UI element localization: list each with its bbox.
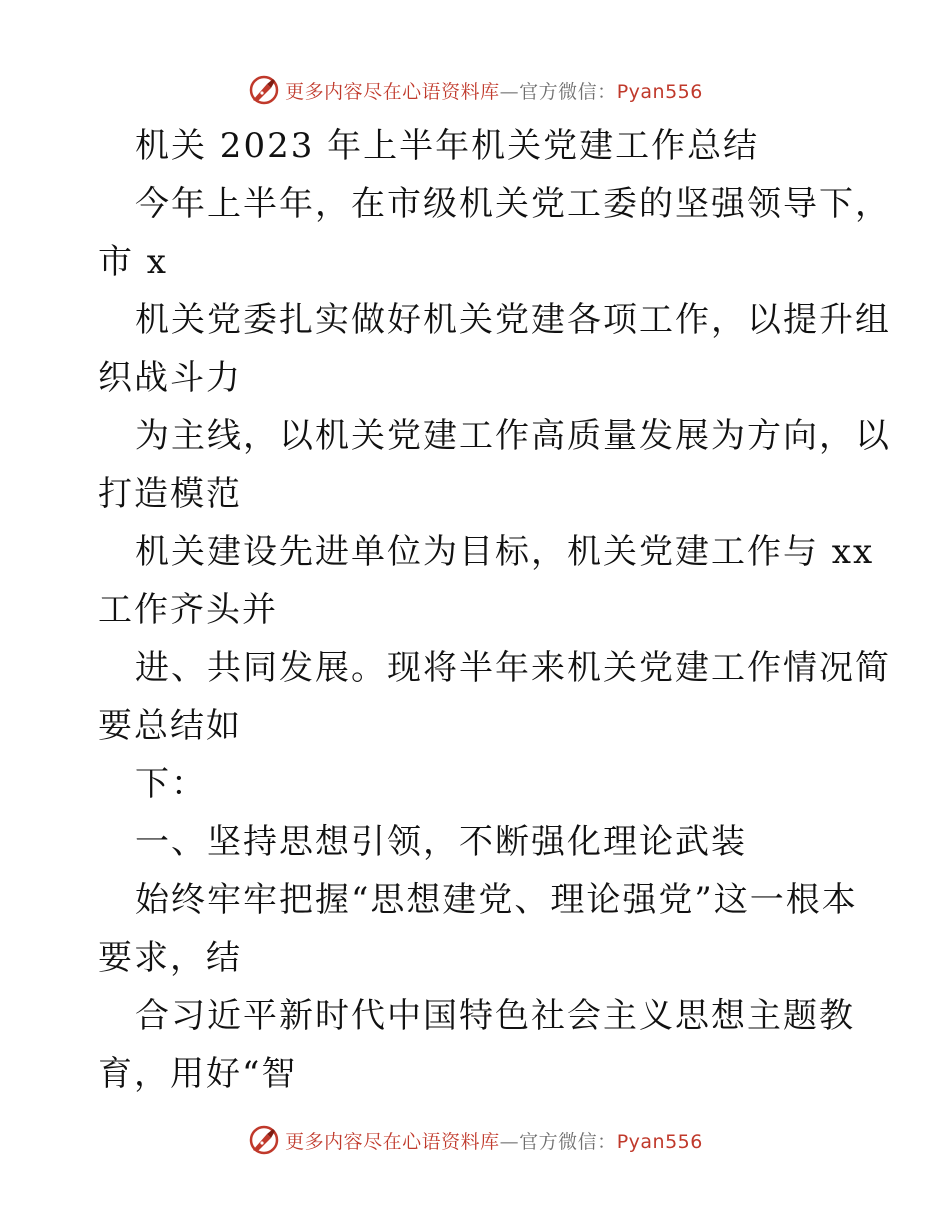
pen-logo-icon bbox=[247, 73, 281, 107]
paragraph-line: 育，用好“智 bbox=[98, 1054, 298, 1094]
paragraph-line: 机关党委扎实做好机关党建各项工作，以提升组 bbox=[135, 300, 891, 340]
watermark-text: 更多内容尽在心语资料库—官方微信：Pyan556 bbox=[285, 1130, 703, 1153]
paragraph-line: 始终牢牢把握“思想建党、理论强党”这一根本 bbox=[135, 880, 858, 920]
paragraph-line: 市 x bbox=[98, 242, 168, 282]
paragraph-line: 合习近平新时代中国特色社会主义思想主题教 bbox=[135, 996, 855, 1036]
paragraph-line: 工作齐头并 bbox=[98, 590, 278, 630]
paragraph-line: 要总结如 bbox=[98, 706, 242, 746]
paragraph-line: 打造模范 bbox=[98, 474, 242, 514]
paragraph-line: 今年上半年，在市级机关党工委的坚强领导下， bbox=[135, 184, 891, 224]
paragraph-line: 进、共同发展。现将半年来机关党建工作情况简 bbox=[135, 648, 891, 688]
section-heading: 一、坚持思想引领，不断强化理论武装 bbox=[135, 822, 747, 862]
paragraph-line: 机关建设先进单位为目标，机关党建工作与 xx bbox=[135, 532, 875, 572]
paragraph-line: 织战斗力 bbox=[98, 358, 242, 398]
watermark-banner-bottom bbox=[0, 1120, 950, 1160]
paragraph-line: 下： bbox=[135, 764, 207, 804]
paragraph-line: 要求，结 bbox=[98, 938, 242, 978]
document-title: 机关 2023 年上半年机关党建工作总结 bbox=[135, 126, 760, 166]
paragraph-line: 为主线，以机关党建工作高质量发展为方向，以 bbox=[135, 416, 891, 456]
watermark-banner-top bbox=[0, 70, 950, 110]
pen-logo-icon bbox=[247, 1123, 281, 1157]
watermark-text: 更多内容尽在心语资料库—官方微信：Pyan556 bbox=[285, 80, 703, 103]
